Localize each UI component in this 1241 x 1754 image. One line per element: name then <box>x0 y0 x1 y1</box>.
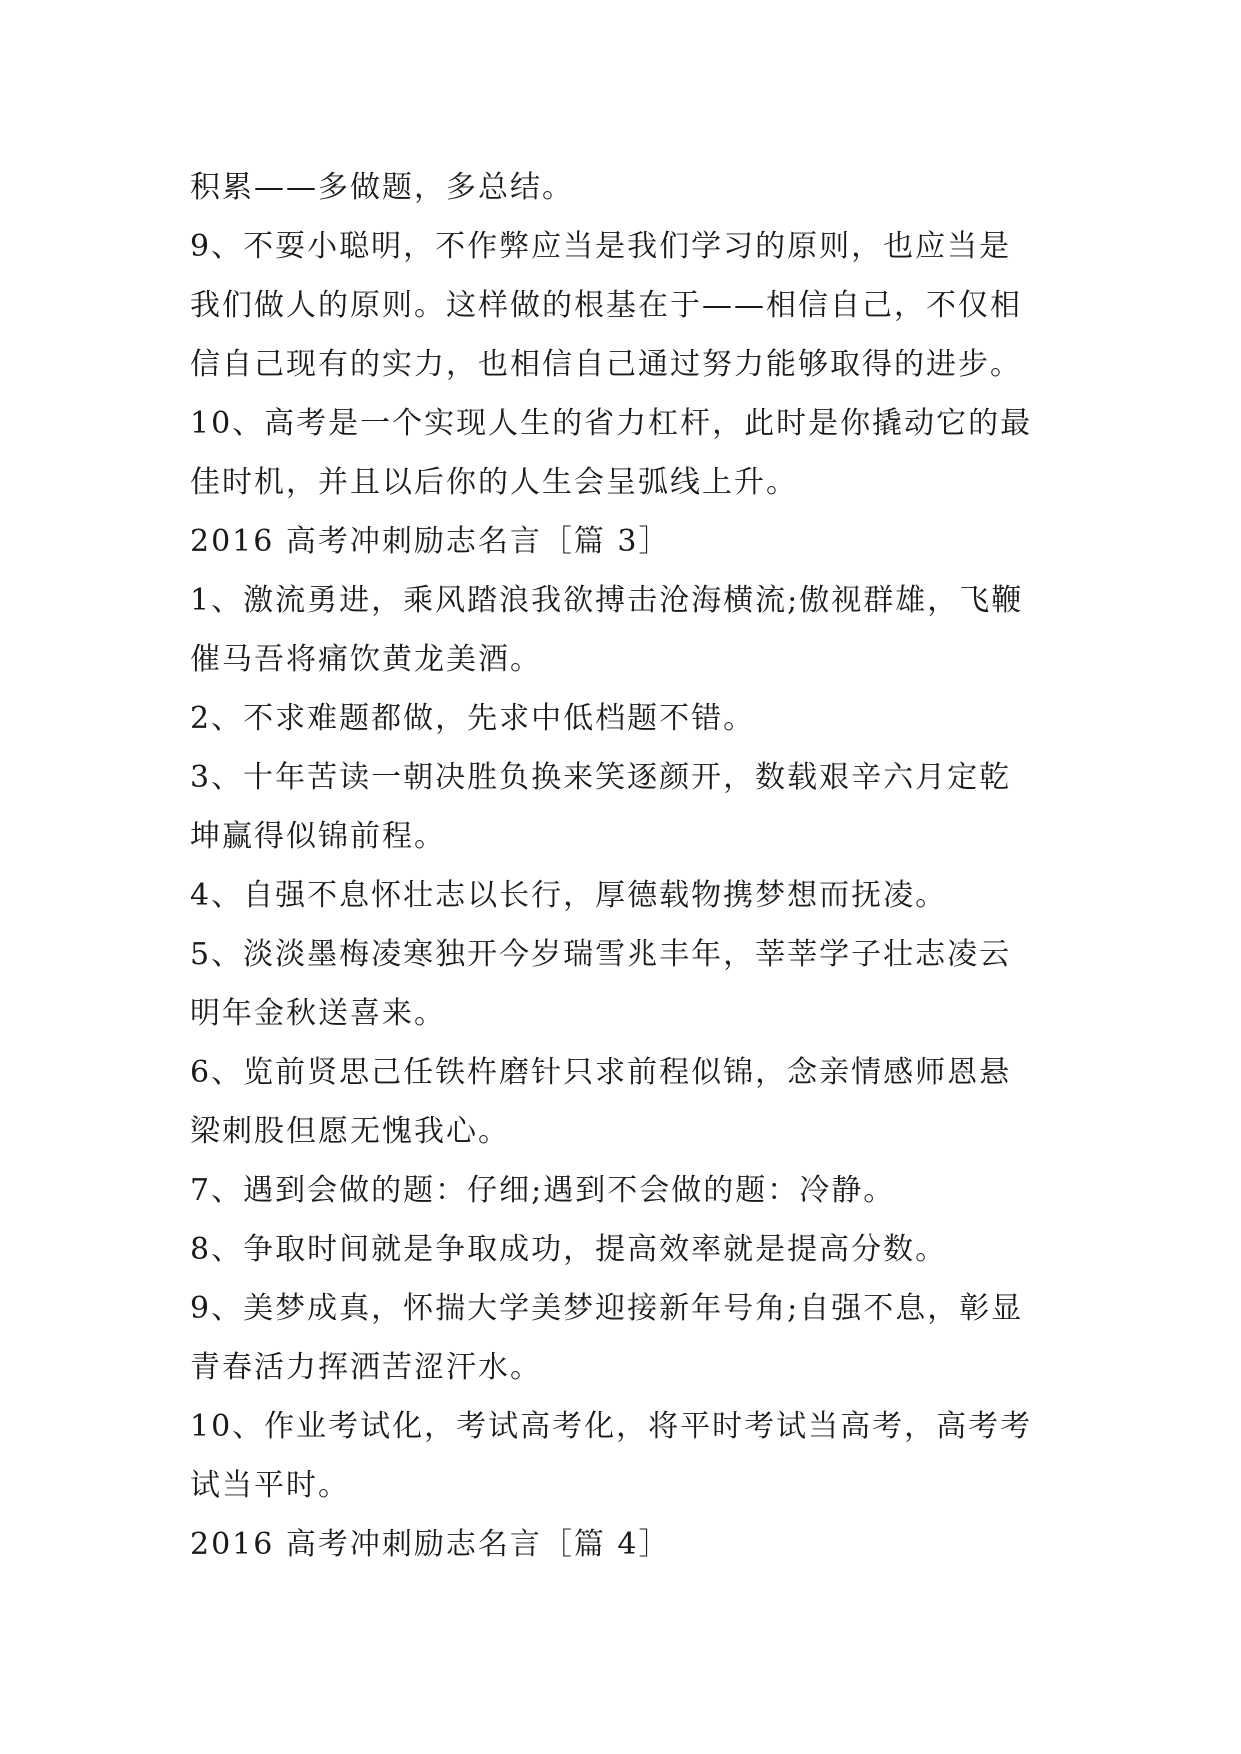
text-line: 积累——多做题，多总结。 <box>190 170 574 205</box>
text-line: 梁刺股但愿无愧我心。 <box>190 1114 510 1149</box>
list-item-5: 5、淡淡墨梅凌寒独开今岁瑞雪兆丰年，莘莘学子壮志凌云 <box>190 937 1012 972</box>
section-heading: 2016 高考冲刺励志名言［篇 3］ <box>190 524 671 559</box>
text-line: 信自己现有的实力，也相信自己通过努力能够取得的进步。 <box>190 347 1022 382</box>
list-item-10: 10、作业考试化，考试高考化，将平时考试当高考，高考考 <box>190 1409 1033 1444</box>
list-item-2: 2、不求难题都做，先求中低档题不错。 <box>190 701 756 736</box>
list-item-10: 10、高考是一个实现人生的省力杠杆，此时是你撬动它的最 <box>190 406 1033 441</box>
list-item-4: 4、自强不息怀壮志以长行，厚德载物携梦想而抚凌。 <box>190 878 948 913</box>
text-line: 佳时机，并且以后你的人生会呈弧线上升。 <box>190 465 798 500</box>
list-item-9: 9、美梦成真，怀揣大学美梦迎接新年号角;自强不息，彰显 <box>190 1291 1024 1326</box>
list-item-8: 8、争取时间就是争取成功，提高效率就是提高分数。 <box>190 1232 948 1267</box>
list-item-3: 3、十年苦读一朝决胜负换来笑逐颜开，数载艰辛六月定乾 <box>190 760 1012 795</box>
text-line: 催马吾将痛饮黄龙美酒。 <box>190 642 542 677</box>
text-line: 青春活力挥洒苦涩汗水。 <box>190 1350 542 1385</box>
text-line: 坤赢得似锦前程。 <box>190 819 446 854</box>
section-heading: 2016 高考冲刺励志名言［篇 4］ <box>190 1527 671 1562</box>
text-line: 明年金秋送喜来。 <box>190 996 446 1031</box>
list-item-7: 7、遇到会做的题：仔细;遇到不会做的题：冷静。 <box>190 1173 896 1208</box>
text-line: 试当平时。 <box>190 1468 350 1503</box>
list-item-6: 6、览前贤思己任铁杵磨针只求前程似锦，念亲情感师恩悬 <box>190 1055 1012 1090</box>
text-line: 我们做人的原则。这样做的根基在于——相信自己，不仅相 <box>190 288 1022 323</box>
list-item-9: 9、不耍小聪明，不作弊应当是我们学习的原则，也应当是 <box>190 229 1012 264</box>
list-item-1: 1、激流勇进，乘风踏浪我欲搏击沧海横流;傲视群雄，飞鞭 <box>190 583 1024 618</box>
document-body <box>190 158 1070 1574</box>
